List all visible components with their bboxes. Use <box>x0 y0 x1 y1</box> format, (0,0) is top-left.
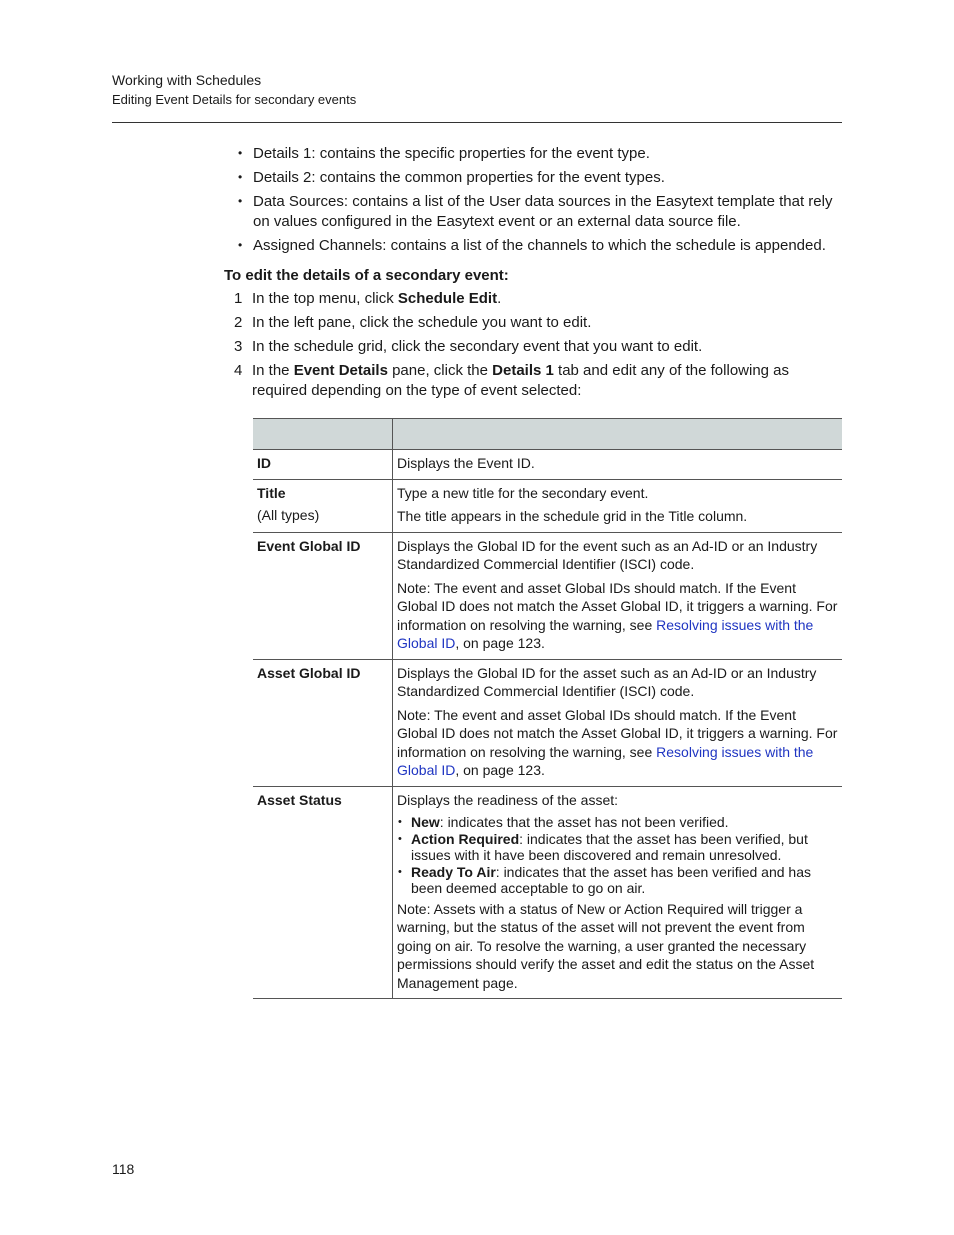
section-title: Editing Event Details for secondary events <box>112 92 357 107</box>
header-rule <box>112 122 842 123</box>
bullet-item: • Assigned Channels: contains a list of the channels to which the schedule is appended. <box>238 236 842 256</box>
property-description: Displays the Global ID for the event such as an Ad-ID or an Industry Standardized Commercial Identifier (ISCI) code. Note: The event and asset Global IDs should match. If the Event Global ID does not match the Asset Global ID, it triggers a warning. For information on resolving the warning, see Resolving issues with the Global ID, on page 123. <box>393 532 843 659</box>
property-label: Asset Global ID <box>253 659 393 786</box>
step-number: 3 <box>234 338 243 355</box>
intro-bullet-list <box>238 144 842 260</box>
bullet-item: • Data Sources: contains a list of the User data sources in the Easytext template that rely on values configured in the Easytext event or an external data source file. <box>238 192 842 231</box>
step-number: 4 <box>234 362 243 379</box>
property-description: Displays the Event ID. <box>393 450 843 480</box>
list-item: • Ready To Air: indicates that the asset has been verified and has been deemed acceptable to go on air. <box>397 864 838 897</box>
page-number: 118 <box>112 1161 135 1177</box>
property-description: Displays the readiness of the asset: • New: indicates that the asset has not been verified. • Action Required: indicates that the asset has been verified, but issues with it have been discovered and remain unresolved. • Ready To Air: indicates that the asset has been verified and has been deemed acceptable to go on air. Note: Assets with a status of New or Action Required will trigger a warning, but the status of the asset will not prevent the event from going on air. To resolve the warning, a user granted the necessary permissions should verify the asset and edit the status on the Asset Management page. <box>393 786 843 999</box>
ui-term: Schedule Edit <box>397 290 498 307</box>
property-label: Title (All types) <box>253 479 393 532</box>
property-label: Asset Status <box>253 786 393 999</box>
property-label: Event Global ID <box>253 532 393 659</box>
table-row <box>253 786 842 999</box>
property-label: ID <box>253 450 393 480</box>
global-id-link[interactable]: Resolving issues with the Global ID <box>397 743 814 778</box>
bullet-item: • Details 2: contains the common properties for the event types. <box>238 168 842 188</box>
procedure-steps <box>234 289 842 405</box>
table-row <box>253 479 842 532</box>
step-item: 4 In the Event Details pane, click the Details 1 tab and edit any of the following as required depending on the type of event selected: <box>234 362 790 399</box>
note: Note: Assets with a status of New or Action Required will trigger a warning, but the status of the asset will not prevent the event from going on air. To resolve the warning, a user granted the necessary permissions should verify the asset and edit the status on the Asset Management page. <box>397 900 815 991</box>
table-header-cell <box>253 419 393 450</box>
property-description: Type a new title for the secondary event. The title appears in the schedule grid in the Title column. <box>393 479 843 532</box>
table-header-row <box>253 419 842 450</box>
properties-table <box>253 418 842 999</box>
status-list <box>397 814 838 897</box>
global-id-link[interactable]: Resolving issues with the Global ID <box>397 616 814 651</box>
ui-term: Event Details <box>293 362 388 379</box>
step-item: 3 In the schedule grid, click the secondary event that you want to edit. <box>234 338 703 355</box>
ui-term: Details 1 <box>492 362 554 379</box>
running-header <box>112 70 356 110</box>
list-item: • Action Required: indicates that the asset has been verified, but issues with it have been discovered and remain unresolved. <box>397 831 838 864</box>
step-number: 2 <box>234 314 243 331</box>
procedure-title: To edit the details of a secondary event: <box>224 267 509 284</box>
table-row <box>253 450 842 480</box>
note: Note: The event and asset Global IDs should match. If the Event Global ID does not match the Asset Global ID, it triggers a warning. For information on resolving the warning, see Resolving issues with the Global ID, on page 123. <box>397 579 838 651</box>
note: Note: The event and asset Global IDs should match. If the Event Global ID does not match the Asset Global ID, it triggers a warning. For information on resolving the warning, see Resolving issues with the Global ID, on page 123. <box>397 706 838 778</box>
table-header-cell <box>393 419 843 450</box>
table-row <box>253 532 842 659</box>
list-item: • New: indicates that the asset has not been verified. <box>397 814 838 831</box>
chapter-title: Working with Schedules <box>112 72 262 88</box>
table-row <box>253 659 842 786</box>
property-sublabel: (All types) <box>257 507 320 523</box>
step-item: 2 In the left pane, click the schedule you want to edit. <box>234 314 592 331</box>
property-description: Displays the Global ID for the asset such as an Ad-ID or an Industry Standardized Commercial Identifier (ISCI) code. Note: The event and asset Global IDs should match. If the Event Global ID does not match the Asset Global ID, it triggers a warning. For information on resolving the warning, see Resolving issues with the Global ID, on page 123. <box>393 659 843 786</box>
step-item: 1 In the top menu, click Schedule Edit. <box>234 290 502 307</box>
bullet-item: • Details 1: contains the specific properties for the event type. <box>238 144 842 164</box>
step-number: 1 <box>234 290 243 307</box>
